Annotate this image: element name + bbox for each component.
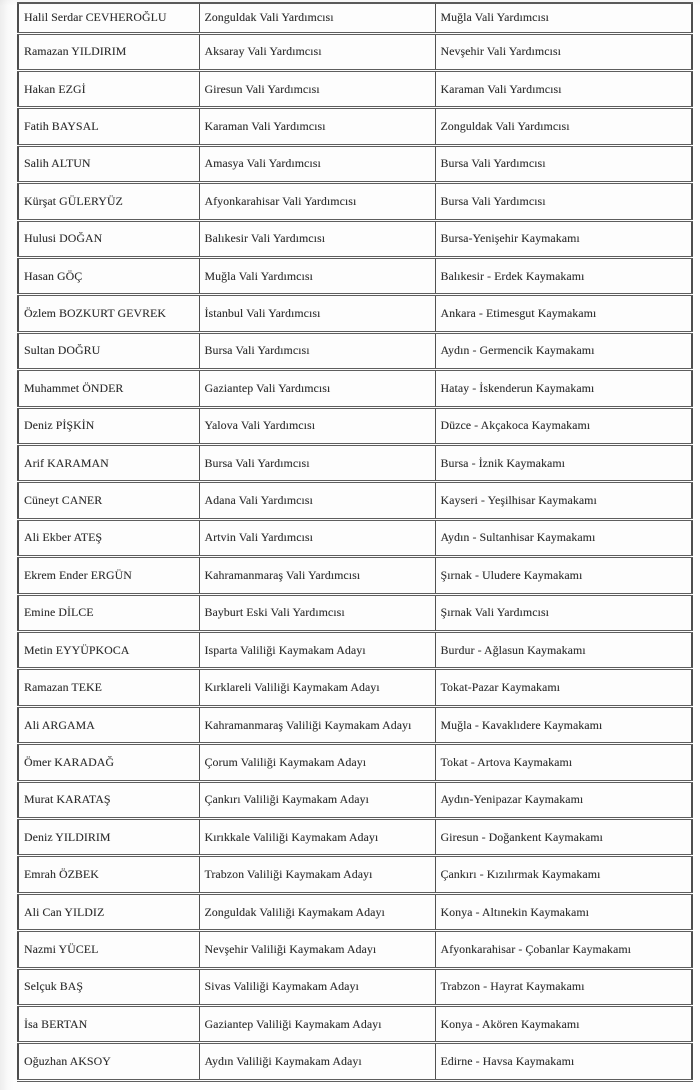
cell-current-position: Afyonkarahisar Vali Yardımcısı xyxy=(199,183,435,220)
table-row xyxy=(18,706,692,743)
cell-name: Deniz PİŞKİN xyxy=(18,407,199,444)
table-row xyxy=(18,220,692,257)
cell-new-position: Nevşehir Vali Yardımcısı xyxy=(435,33,692,70)
cell-current-position: Kahramanmaraş Valiliği Kaymakam Adayı xyxy=(199,706,435,743)
cell-current-position: Isparta Valiliği Kaymakam Adayı xyxy=(199,632,435,669)
cell-new-position: Konya - Akören Kaymakamı xyxy=(435,1006,692,1043)
cell-new-position: Ankara - Etimesgut Kaymakamı xyxy=(435,295,692,332)
cell-name: Ekrem Ender ERGÜN xyxy=(18,557,199,594)
cell-name: Ali Ekber ATEŞ xyxy=(18,519,199,556)
cell-name: Ramazan YILDIRIM xyxy=(18,33,199,70)
cell-name: Ömer KARADAĞ xyxy=(18,744,199,781)
table-row xyxy=(18,70,692,107)
cell-new-position: Zonguldak Vali Yardımcısı xyxy=(435,108,692,145)
cell-new-position: Muğla Vali Yardımcısı xyxy=(435,3,692,33)
cell-current-position: Trabzon Valiliği Kaymakam Adayı xyxy=(199,856,435,893)
cell-name: Arif KARAMAN xyxy=(18,444,199,481)
cell-name: Hakan EZGİ xyxy=(18,70,199,107)
cell-name: Muhammet ÖNDER xyxy=(18,370,199,407)
cell-current-position: Aksaray Vali Yardımcısı xyxy=(199,33,435,70)
table-row xyxy=(18,632,692,669)
cell-new-position: Trabzon - Hayrat Kaymakamı xyxy=(435,968,692,1005)
cell-new-position: Aydın-Yenipazar Kaymakamı xyxy=(435,781,692,818)
table-row xyxy=(18,669,692,706)
cell-name: Fatih BAYSAL xyxy=(18,108,199,145)
cell-new-position: Giresun - Doğankent Kaymakamı xyxy=(435,819,692,856)
cell-name: Ali Can YILDIZ xyxy=(18,893,199,930)
cell-new-position: Hatay - İskenderun Kaymakamı xyxy=(435,370,692,407)
cell-current-position: Zonguldak Vali Yardımcısı xyxy=(199,3,435,33)
cell-new-position: Edirne - Havsa Kaymakamı xyxy=(435,1043,692,1081)
cell-new-position: Aydın - Germencik Kaymakamı xyxy=(435,332,692,369)
cell-current-position: Muğla Vali Yardımcısı xyxy=(199,257,435,294)
table-row xyxy=(18,444,692,481)
cell-name: Salih ALTUN xyxy=(18,145,199,182)
cell-current-position: Bayburt Eski Vali Yardımcısı xyxy=(199,594,435,631)
table-row xyxy=(18,257,692,294)
cell-name: Metin EYYÜPKOCA xyxy=(18,632,199,669)
cell-name: İsa BERTAN xyxy=(18,1006,199,1043)
cell-current-position: Sivas Valiliği Kaymakam Adayı xyxy=(199,968,435,1005)
cell-current-position: Zonguldak Valiliği Kaymakam Adayı xyxy=(199,893,435,930)
cell-name: Emine DİLCE xyxy=(18,594,199,631)
cell-current-position: Kahramanmaraş Vali Yardımcısı xyxy=(199,557,435,594)
cell-current-position: Adana Vali Yardımcısı xyxy=(199,482,435,519)
cell-current-position: Gaziantep Vali Yardımcısı xyxy=(199,370,435,407)
table-row xyxy=(18,819,692,856)
cell-new-position: Muğla - Kavaklıdere Kaymakamı xyxy=(435,706,692,743)
cell-current-position: Artvin Vali Yardımcısı xyxy=(199,519,435,556)
cell-name: Ramazan TEKE xyxy=(18,669,199,706)
cell-current-position: Bursa Vali Yardımcısı xyxy=(199,444,435,481)
cell-current-position: Çankırı Valiliği Kaymakam Adayı xyxy=(199,781,435,818)
cell-new-position: Çankırı - Kızılırmak Kaymakamı xyxy=(435,856,692,893)
cell-new-position: Bursa Vali Yardımcısı xyxy=(435,183,692,220)
cell-current-position: Bursa Vali Yardımcısı xyxy=(199,332,435,369)
table-row xyxy=(18,968,692,1005)
cell-name: Halil Serdar CEVHEROĞLU xyxy=(18,3,199,33)
table-row xyxy=(18,482,692,519)
table-row xyxy=(18,332,692,369)
table-row xyxy=(18,1006,692,1043)
appointments-table xyxy=(17,2,693,1082)
cell-name: Sultan DOĞRU xyxy=(18,332,199,369)
cell-current-position: Amasya Vali Yardımcısı xyxy=(199,145,435,182)
table-row xyxy=(18,856,692,893)
cell-new-position: Düzce - Akçakoca Kaymakamı xyxy=(435,407,692,444)
cell-name: Murat KARATAŞ xyxy=(18,781,199,818)
table-row xyxy=(18,183,692,220)
cell-new-position: Aydın - Sultanhisar Kaymakamı xyxy=(435,519,692,556)
cell-current-position: Gaziantep Valiliği Kaymakam Adayı xyxy=(199,1006,435,1043)
cell-current-position: Çorum Valiliği Kaymakam Adayı xyxy=(199,744,435,781)
table-row xyxy=(18,3,692,33)
cell-name: Nazmi YÜCEL xyxy=(18,931,199,968)
cell-new-position: Tokat-Pazar Kaymakamı xyxy=(435,669,692,706)
cell-new-position: Tokat - Artova Kaymakamı xyxy=(435,744,692,781)
table-row xyxy=(18,108,692,145)
cell-new-position: Bursa - İznik Kaymakamı xyxy=(435,444,692,481)
table-row xyxy=(18,594,692,631)
table-row xyxy=(18,893,692,930)
cell-new-position: Karaman Vali Yardımcısı xyxy=(435,70,692,107)
cell-new-position: Şırnak - Uludere Kaymakamı xyxy=(435,557,692,594)
table-row xyxy=(18,744,692,781)
cell-current-position: Giresun Vali Yardımcısı xyxy=(199,70,435,107)
table-row xyxy=(18,1043,692,1081)
cell-name: Hasan GÖÇ xyxy=(18,257,199,294)
cell-name: Hulusi DOĞAN xyxy=(18,220,199,257)
cell-new-position: Kayseri - Yeşilhisar Kaymakamı xyxy=(435,482,692,519)
cell-current-position: Yalova Vali Yardımcısı xyxy=(199,407,435,444)
cell-name: Özlem BOZKURT GEVREK xyxy=(18,295,199,332)
cell-current-position: Balıkesir Vali Yardımcısı xyxy=(199,220,435,257)
cell-current-position: Aydın Valiliği Kaymakam Adayı xyxy=(199,1043,435,1081)
table-row xyxy=(18,145,692,182)
appointments-table-body xyxy=(18,3,692,1081)
table-row xyxy=(18,931,692,968)
table-row xyxy=(18,295,692,332)
cell-name: Kürşat GÜLERYÜZ xyxy=(18,183,199,220)
cell-name: Cüneyt CANER xyxy=(18,482,199,519)
cell-new-position: Burdur - Ağlasun Kaymakamı xyxy=(435,632,692,669)
table-row xyxy=(18,781,692,818)
table-row xyxy=(18,33,692,70)
cell-new-position: Balıkesir - Erdek Kaymakamı xyxy=(435,257,692,294)
table-row xyxy=(18,519,692,556)
cell-new-position: Konya - Altınekin Kaymakamı xyxy=(435,893,692,930)
cell-new-position: Şırnak Vali Yardımcısı xyxy=(435,594,692,631)
cell-current-position: Nevşehir Valiliği Kaymakam Adayı xyxy=(199,931,435,968)
cell-current-position: Karaman Vali Yardımcısı xyxy=(199,108,435,145)
cell-name: Emrah ÖZBEK xyxy=(18,856,199,893)
table-row xyxy=(18,370,692,407)
cell-name: Deniz YILDIRIM xyxy=(18,819,199,856)
cell-name: Ali ARGAMA xyxy=(18,706,199,743)
cell-new-position: Afyonkarahisar - Çobanlar Kaymakamı xyxy=(435,931,692,968)
cell-new-position: Bursa Vali Yardımcısı xyxy=(435,145,692,182)
cell-current-position: Kırıkkale Valiliği Kaymakam Adayı xyxy=(199,819,435,856)
table-row xyxy=(18,557,692,594)
cell-current-position: İstanbul Vali Yardımcısı xyxy=(199,295,435,332)
cell-name: Selçuk BAŞ xyxy=(18,968,199,1005)
cell-current-position: Kırklareli Valiliği Kaymakam Adayı xyxy=(199,669,435,706)
cell-new-position: Bursa-Yenişehir Kaymakamı xyxy=(435,220,692,257)
table-row xyxy=(18,407,692,444)
cell-name: Oğuzhan AKSOY xyxy=(18,1043,199,1081)
